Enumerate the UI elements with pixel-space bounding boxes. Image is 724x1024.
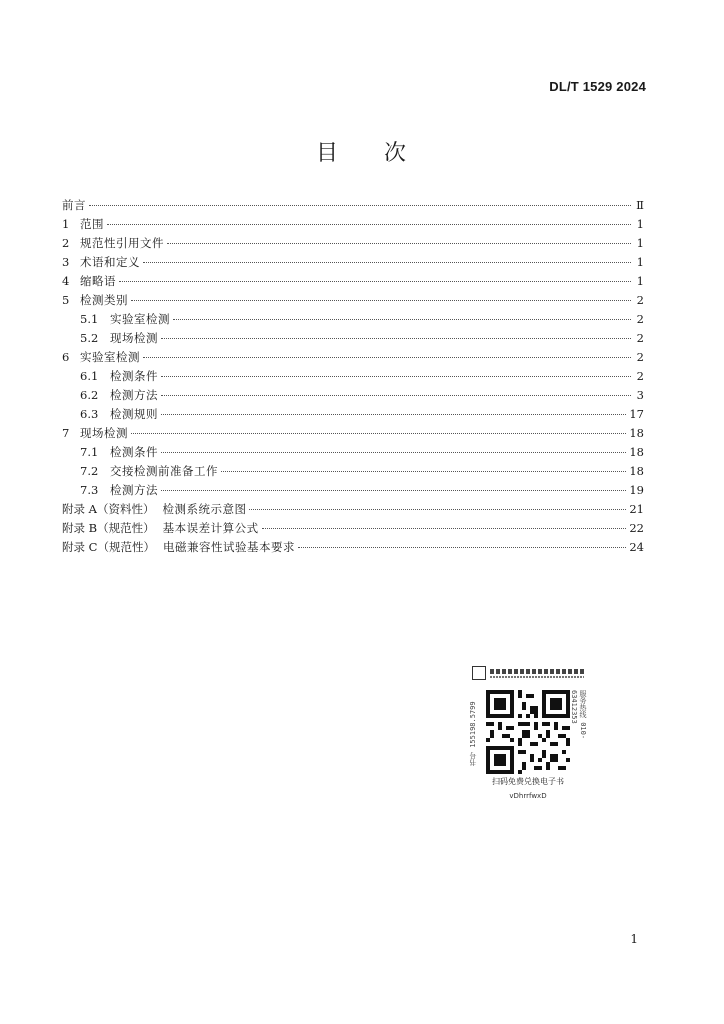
- toc-entry[interactable]: [62, 443, 644, 462]
- toc-entry[interactable]: [62, 215, 644, 234]
- page-number: 1: [630, 932, 638, 946]
- toc-entry-label: 检测条件: [110, 369, 158, 383]
- toc-entry-page: 18: [629, 426, 644, 440]
- toc-entry-number: 5.1: [80, 312, 99, 326]
- toc-leader-dots: [89, 204, 631, 206]
- hotline-side-text: 服务热线 010-63412353: [570, 690, 587, 740]
- toc-entry-number: 6.3: [80, 407, 99, 421]
- toc-entry[interactable]: [62, 481, 644, 500]
- toc-entry-number: 附录 A（资料性）: [62, 502, 155, 516]
- toc-entry-page: 2: [636, 293, 644, 307]
- toc-entry-label: 缩略语: [80, 274, 116, 288]
- toc-leader-dots: [161, 413, 626, 415]
- toc-entry-page: 3: [636, 388, 644, 402]
- toc-entry-number: 4: [62, 274, 70, 288]
- toc-entry-page: 21: [629, 502, 644, 516]
- toc-entry-label: 现场检测: [80, 426, 128, 440]
- toc-entry[interactable]: [62, 424, 644, 443]
- toc-entry-label: 范围: [80, 217, 104, 231]
- toc-entry-page: 2: [636, 312, 644, 326]
- toc-entry-number: 7.3: [80, 483, 99, 497]
- toc-leader-dots: [161, 394, 631, 396]
- toc-leader-dots: [143, 356, 631, 358]
- toc-entry-number: 3: [62, 255, 70, 269]
- standard-code: DL/T 1529 2024: [549, 79, 646, 94]
- toc-entry[interactable]: [62, 405, 644, 424]
- toc-entry[interactable]: [62, 253, 644, 272]
- toc-entry-number: 1: [62, 217, 70, 231]
- toc-entry-page: 2: [636, 331, 644, 345]
- toc-entry-label: 检测系统示意图: [162, 502, 247, 516]
- toc-entry-number: 6.2: [80, 388, 99, 402]
- toc-leader-dots: [173, 318, 631, 320]
- toc-entry[interactable]: [62, 329, 644, 348]
- toc-entry-page: 17: [629, 407, 644, 421]
- toc-entry-page: 24: [629, 540, 644, 554]
- toc-entry-page: 2: [636, 350, 644, 364]
- toc-entry-number: 7: [62, 426, 70, 440]
- toc-entry-page: 1: [636, 274, 644, 288]
- toc-entry-page: 18: [629, 445, 644, 459]
- toc-leader-dots: [161, 451, 626, 453]
- toc-entry-number: 7.1: [80, 445, 99, 459]
- toc-entry-label: 检测条件: [110, 445, 158, 459]
- title-char-1: 目: [315, 141, 340, 166]
- toc-entry-label: 基本误差计算公式: [162, 521, 259, 535]
- toc-entry-label: 检测规则: [110, 407, 158, 421]
- toc-leader-dots: [298, 546, 626, 548]
- toc-entry-page: 1: [636, 255, 644, 269]
- title-char-2: 次: [384, 141, 409, 166]
- toc-entry-number: 附录 C（规范性）: [62, 540, 155, 554]
- toc-entry-label: 检测类别: [80, 293, 128, 307]
- toc-entry-page: 18: [629, 464, 644, 478]
- toc-entry-page: 2: [636, 369, 644, 383]
- toc-entry-number: 5: [62, 293, 70, 307]
- publisher-qr-block: [468, 662, 588, 812]
- toc-entry[interactable]: [62, 538, 644, 557]
- toc-entry[interactable]: [62, 310, 644, 329]
- toc-entry-label: 电磁兼容性试验基本要求: [162, 540, 295, 554]
- toc-entry[interactable]: [62, 196, 644, 215]
- toc-entry[interactable]: [62, 367, 644, 386]
- toc-entry-label: 实验室检测: [80, 350, 140, 364]
- toc-leader-dots: [119, 280, 631, 282]
- toc-entry-number: 附录 B（规范性）: [62, 521, 155, 535]
- toc-leader-dots: [221, 470, 626, 472]
- isbn-side-text: 书号 155198.5799: [469, 701, 477, 766]
- toc-entry[interactable]: [62, 500, 644, 519]
- toc-entry-number: 5.2: [80, 331, 99, 345]
- toc-entry-page: 22: [629, 521, 644, 535]
- toc-entry-page: 19: [629, 483, 644, 497]
- toc-entry-label: 前言: [62, 198, 86, 212]
- toc-leader-dots: [131, 432, 626, 434]
- toc-entry-label: 交接检测前准备工作: [110, 464, 218, 478]
- toc-entry-label: 现场检测: [110, 331, 158, 345]
- qr-caption: 扫码免费兑换电子书: [492, 777, 564, 786]
- toc-leader-dots: [131, 299, 631, 301]
- toc-leader-dots: [161, 375, 631, 377]
- toc-leader-dots: [167, 242, 631, 244]
- toc-entry-number: 6.1: [80, 369, 99, 383]
- toc-entry[interactable]: [62, 519, 644, 538]
- toc-leader-dots: [161, 489, 626, 491]
- publisher-logo-icon: [472, 666, 486, 680]
- toc-entry[interactable]: [62, 234, 644, 253]
- toc-leader-dots: [143, 261, 631, 263]
- toc-entry-label: 检测方法: [110, 388, 158, 402]
- toc-leader-dots: [249, 508, 626, 510]
- toc-entry[interactable]: [62, 291, 644, 310]
- toc-entry[interactable]: [62, 386, 644, 405]
- toc-entry-label: 规范性引用文件: [80, 236, 164, 250]
- toc-entry-page: 1: [636, 217, 644, 231]
- toc-entry[interactable]: [62, 272, 644, 291]
- toc-entry-number: 7.2: [80, 464, 99, 478]
- page-title: [0, 136, 724, 167]
- publisher-logo-banner: [472, 664, 584, 682]
- toc-entry-label: 术语和定义: [80, 255, 140, 269]
- toc-leader-dots: [161, 337, 631, 339]
- toc-entry[interactable]: [62, 462, 644, 481]
- toc-entry[interactable]: [62, 348, 644, 367]
- toc-leader-dots: [262, 527, 627, 529]
- toc-leader-dots: [107, 223, 631, 225]
- toc-entry-page: Ⅱ: [636, 198, 644, 212]
- toc-entry-label: 实验室检测: [110, 312, 170, 326]
- table-of-contents: [62, 196, 644, 557]
- toc-entry-number: 6: [62, 350, 70, 364]
- toc-entry-number: 2: [62, 236, 70, 250]
- toc-entry-page: 1: [636, 236, 644, 250]
- qr-code-icon[interactable]: [486, 690, 570, 774]
- toc-entry-label: 检测方法: [110, 483, 158, 497]
- redeem-code: vDhrrfwxD: [509, 792, 547, 800]
